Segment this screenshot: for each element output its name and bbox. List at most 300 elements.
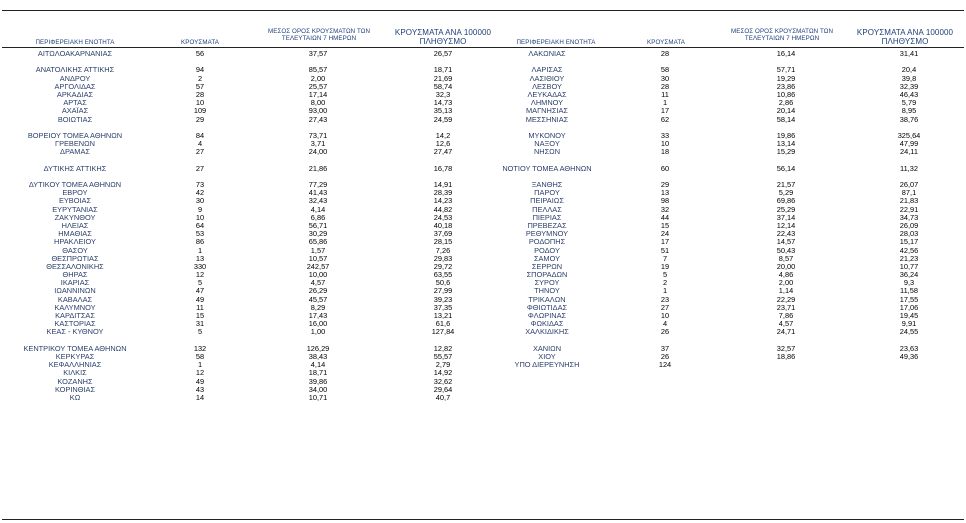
cases-cell: 10 — [660, 139, 670, 149]
region-cell: ΦΩΚΙΔΑΣ — [530, 319, 564, 329]
region-cell: ΝΟΤΙΟΥ ΤΟΜΕΑ ΑΘΗΝΩΝ — [502, 163, 592, 173]
per-100k-cell: 12,6 — [435, 139, 451, 149]
cases-cell: 13 — [195, 253, 205, 263]
avg-7day-cell: 2,86 — [778, 98, 794, 108]
avg-7day-cell: 10,71 — [308, 392, 328, 402]
per-100k-cell: 127,84 — [431, 327, 455, 337]
per-100k-cell: 61,6 — [435, 319, 451, 329]
per-100k-cell: 34,73 — [899, 212, 919, 222]
per-100k-cell: 26,07 — [899, 180, 919, 189]
region-cell: ΒΟΙΩΤΙΑΣ — [57, 114, 93, 124]
per-100k-cell: 32,62 — [433, 376, 453, 386]
region-cell: ΣΑΜΟΥ — [533, 253, 561, 263]
table-row — [482, 165, 964, 173]
cases-cell: 30 — [660, 73, 670, 83]
header-avg-left-line1: ΜΕΣΟΣ ΟΡΟΣ ΚΡΟΥΣΜΑΤΩΝ ΤΩΝ — [267, 28, 371, 35]
region-cell: ΡΟΔΟΥ — [534, 245, 560, 255]
region-cell: ΜΥΚΟΝΟΥ — [528, 130, 566, 140]
cases-cell: 60 — [660, 163, 670, 173]
avg-7day-cell: 19,29 — [776, 73, 796, 83]
avg-7day-cell: 1,57 — [310, 245, 326, 255]
region-cell: ΑΡΓΟΛΙΔΑΣ — [54, 81, 96, 91]
avg-7day-cell: 37,57 — [308, 49, 328, 58]
region-cell: ΘΕΣΣΑΛΟΝΙΚΗΣ — [46, 261, 104, 271]
cases-cell: 42 — [195, 188, 205, 198]
cases-cell: 17 — [660, 237, 670, 247]
table-row — [482, 328, 964, 336]
avg-7day-cell: 37,14 — [776, 212, 796, 222]
avg-7day-cell: 2,00 — [310, 73, 326, 83]
cases-cell: 124 — [658, 360, 672, 370]
avg-7day-cell: 32,57 — [776, 343, 796, 353]
per-100k-cell: 40,18 — [433, 220, 453, 230]
per-100k-cell: 24,59 — [433, 114, 453, 124]
per-100k-cell: 9,91 — [901, 319, 917, 329]
region-cell: ΠΕΙΡΑΙΩΣ — [530, 196, 564, 206]
cases-cell: 24 — [660, 229, 670, 239]
cases-cell: 49 — [195, 376, 205, 386]
avg-7day-cell: 18,71 — [308, 368, 328, 378]
avg-7day-cell: 14,57 — [776, 237, 796, 247]
per-100k-cell: 14,73 — [433, 98, 453, 108]
cases-cell: 1 — [197, 245, 203, 255]
cases-cell: 28 — [660, 49, 670, 58]
region-cell: ΚΟΡΙΝΘΙΑΣ — [54, 384, 96, 394]
per-100k-cell: 21,83 — [899, 196, 919, 206]
region-cell: ΚΕΦΑΛΛΗΝΙΑΣ — [48, 360, 102, 370]
per-100k-cell: 2,79 — [435, 360, 451, 370]
cases-cell: 132 — [193, 343, 207, 353]
per-100k-cell: 13,21 — [433, 311, 453, 320]
region-cell: ΜΑΓΝΗΣΙΑΣ — [526, 106, 568, 116]
avg-7day-cell: 24,71 — [776, 327, 796, 337]
avg-7day-cell: 4,86 — [778, 270, 794, 280]
avg-7day-cell: 23,71 — [776, 302, 796, 312]
per-100k-cell: 40,7 — [435, 392, 451, 402]
region-cell: ΚΑΒΑΛΑΣ — [57, 294, 93, 304]
cases-cell: 33 — [660, 130, 670, 140]
cases-cell: 47 — [195, 286, 205, 296]
avg-7day-cell: 22,43 — [776, 229, 796, 239]
avg-7day-cell: 7,86 — [778, 311, 794, 320]
avg-7day-cell: 2,00 — [778, 278, 794, 288]
region-cell: ΡΟΔΟΠΗΣ — [528, 237, 566, 247]
cases-cell: 27 — [195, 163, 205, 173]
cases-cell: 30 — [195, 196, 205, 206]
cases-cell: 15 — [660, 220, 670, 230]
avg-7day-cell: 3,71 — [310, 139, 326, 149]
per-100k-cell: 24,11 — [900, 147, 918, 157]
per-100k-cell: 325,64 — [897, 130, 921, 140]
table-row — [482, 148, 964, 156]
per-100k-cell: 29,64 — [433, 384, 453, 394]
header-per100k-left-line1: ΚΡΟΥΣΜΑΤΑ ΑΝΑ 100000 — [394, 28, 492, 37]
per-100k-cell: 24,55 — [899, 327, 919, 337]
cases-cell: 84 — [195, 130, 205, 140]
cases-cell: 10 — [195, 212, 205, 222]
cases-cell: 94 — [195, 65, 205, 75]
cases-cell: 5 — [197, 278, 203, 288]
region-cell: ΧΙΟΥ — [538, 351, 556, 361]
table-row — [482, 50, 964, 58]
region-cell: ΣΠΟΡΑΔΩΝ — [526, 270, 568, 280]
cases-cell: 330 — [193, 261, 207, 271]
region-cell: ΝΑΞΟΥ — [534, 139, 560, 149]
avg-7day-cell: 39,86 — [308, 376, 328, 386]
region-cell: ΠΙΕΡΙΑΣ — [532, 212, 562, 222]
avg-7day-cell: 242,57 — [306, 261, 330, 271]
region-cell: ΙΩΑΝΝΙΝΩΝ — [54, 286, 96, 296]
header-region-left: ΠΕΡΙΦΕΡΕΙΑΚΗ ΕΝΟΤΗΤΑ — [35, 39, 115, 46]
per-100k-cell: 31,41 — [899, 49, 919, 58]
cases-cell: 86 — [195, 237, 205, 247]
region-cell: ΑΧΑΪΑΣ — [61, 106, 89, 116]
cases-cell: 37 — [660, 343, 670, 353]
cases-cell: 10 — [660, 311, 670, 320]
table-row — [2, 165, 502, 173]
avg-7day-cell: 34,00 — [308, 384, 328, 394]
avg-7day-cell: 8,29 — [310, 302, 326, 312]
cases-cell: 32 — [660, 204, 670, 214]
table-row — [482, 116, 964, 124]
region-cell: ΚΕΑΣ - ΚΥΘΝΟΥ — [46, 327, 104, 337]
per-100k-cell: 19,45 — [899, 311, 919, 320]
header-rule — [2, 47, 964, 48]
per-100k-cell: 11,32 — [900, 163, 918, 173]
avg-7day-cell: 10,00 — [308, 270, 328, 280]
cases-cell: 44 — [660, 212, 670, 222]
header-avg-right-line2: ΤΕΛΕΥΤΑΙΩΝ 7 ΗΜΕΡΩΝ — [744, 35, 820, 42]
avg-7day-cell: 24,00 — [308, 147, 328, 157]
region-cell: ΙΚΑΡΙΑΣ — [60, 278, 90, 288]
avg-7day-cell: 50,43 — [776, 245, 796, 255]
region-cell: ΚΑΡΔΙΤΣΑΣ — [55, 311, 95, 320]
per-100k-cell: 37,69 — [433, 229, 453, 239]
cases-cell: 73 — [195, 180, 205, 189]
cases-cell: 56 — [195, 49, 205, 58]
cases-cell: 64 — [195, 220, 205, 230]
per-100k-cell: 28,15 — [433, 237, 453, 247]
per-100k-cell: 26,57 — [433, 49, 453, 58]
per-100k-cell: 17,06 — [899, 302, 919, 312]
header-per100k-left-line2: ΠΛΗΘΥΣΜΟ — [419, 37, 467, 46]
cases-cell: 12 — [195, 368, 205, 378]
cases-cell: 1 — [197, 360, 203, 370]
region-cell: ΗΛΕΙΑΣ — [61, 220, 89, 230]
cases-cell: 98 — [660, 196, 670, 206]
table-row — [482, 361, 964, 369]
region-cell: ΕΥΡΥΤΑΝΙΑΣ — [52, 204, 98, 214]
region-cell: ΠΑΡΟΥ — [534, 188, 560, 198]
cases-cell: 15 — [195, 311, 205, 320]
cases-cell: 10 — [195, 98, 205, 108]
region-cell: ΣΥΡΟΥ — [534, 278, 560, 288]
region-cell: ΘΗΡΑΣ — [62, 270, 88, 280]
avg-7day-cell: 8,00 — [310, 98, 326, 108]
table-row — [2, 116, 502, 124]
avg-7day-cell: 23,86 — [776, 81, 796, 91]
cases-cell: 58 — [660, 65, 670, 75]
header-per100k-right-line1: ΚΡΟΥΣΜΑΤΑ ΑΝΑ 100000 — [856, 28, 954, 37]
per-100k-cell: 26,09 — [899, 220, 919, 230]
header-per100k-right — [846, 28, 964, 46]
region-cell: ΞΑΝΘΗΣ — [531, 180, 563, 189]
per-100k-cell: 28,39 — [433, 188, 453, 198]
header-cases-left: ΚΡΟΥΣΜΑΤΑ — [181, 39, 219, 46]
avg-7day-cell: 126,29 — [306, 343, 330, 353]
avg-7day-cell: 16,00 — [308, 319, 328, 329]
per-100k-cell: 18,71 — [433, 65, 453, 75]
avg-7day-cell: 27,43 — [308, 114, 328, 124]
avg-7day-cell: 15,29 — [776, 147, 796, 157]
per-100k-cell: 17,55 — [899, 294, 919, 304]
avg-7day-cell: 21,86 — [308, 163, 328, 173]
avg-7day-cell: 93,00 — [308, 106, 328, 116]
region-cell: ΕΥΒΟΙΑΣ — [58, 196, 92, 206]
cases-cell: 26 — [660, 327, 670, 337]
cases-cell: 109 — [193, 106, 207, 116]
region-cell: ΥΠΟ ΔΙΕΡΕΥΝΗΣΗ — [514, 360, 580, 370]
region-cell: ΧΑΝΙΩΝ — [532, 343, 562, 353]
cases-cell: 4 — [197, 139, 203, 149]
per-100k-cell: 14,91 — [433, 180, 453, 189]
per-100k-cell: 50,6 — [435, 278, 451, 288]
region-cell: ΚΕΡΚΥΡΑΣ — [55, 351, 95, 361]
region-cell: ΦΘΙΩΤΙΔΑΣ — [526, 302, 568, 312]
region-cell: ΗΜΑΘΙΑΣ — [58, 229, 92, 239]
cases-cell: 12 — [195, 270, 205, 280]
avg-7day-cell: 32,43 — [308, 196, 328, 206]
header-avg-right — [715, 28, 849, 42]
per-100k-cell: 16,78 — [433, 163, 453, 173]
per-100k-cell: 11,58 — [900, 286, 918, 296]
per-100k-cell: 14,23 — [433, 196, 453, 206]
cases-cell: 2 — [662, 278, 668, 288]
cases-cell: 29 — [195, 114, 205, 124]
cases-cell: 11 — [196, 302, 204, 312]
cases-cell: 2 — [197, 73, 203, 83]
avg-7day-cell: 13,14 — [776, 139, 796, 149]
avg-7day-cell: 26,29 — [308, 286, 328, 296]
per-100k-cell: 42,56 — [899, 245, 919, 255]
per-100k-cell: 32,3 — [435, 89, 451, 99]
region-cell: ΑΡΤΑΣ — [63, 98, 87, 108]
right-table-body — [482, 50, 964, 369]
region-cell: ΛΗΜΝΟΥ — [530, 98, 564, 108]
avg-7day-cell: 6,86 — [310, 212, 326, 222]
table-bottom-rule — [2, 519, 964, 520]
per-100k-cell: 5,79 — [901, 98, 917, 108]
avg-7day-cell: 85,57 — [308, 65, 328, 75]
table-row — [2, 394, 502, 402]
cases-cell: 53 — [195, 229, 205, 239]
cases-cell: 9 — [197, 204, 203, 214]
per-100k-cell: 63,55 — [433, 270, 453, 280]
per-100k-cell: 28,03 — [899, 229, 919, 239]
avg-7day-cell: 19,86 — [776, 130, 796, 140]
avg-7day-cell: 20,00 — [776, 261, 796, 271]
per-100k-cell: 23,63 — [899, 343, 919, 353]
region-cell: ΘΑΣΟΥ — [62, 245, 88, 255]
avg-7day-cell: 8,57 — [778, 253, 794, 263]
cases-cell: 57 — [195, 81, 205, 91]
per-100k-cell: 9,3 — [903, 278, 915, 288]
region-cell: ΠΡΕΒΕΖΑΣ — [527, 220, 567, 230]
cases-cell: 14 — [195, 392, 205, 402]
avg-7day-cell: 25,57 — [308, 81, 328, 91]
header-avg-left-line2: ΤΕΛΕΥΤΑΙΩΝ 7 ΗΜΕΡΩΝ — [281, 35, 357, 42]
region-cell: ΓΡΕΒΕΝΩΝ — [55, 139, 95, 149]
region-cell: ΔΥΤΙΚΗΣ ΑΤΤΙΚΗΣ — [43, 163, 107, 173]
avg-7day-cell: 56,71 — [308, 220, 328, 230]
header-avg-left — [252, 28, 386, 42]
cases-cell: 62 — [660, 114, 670, 124]
avg-7day-cell: 4,57 — [310, 278, 326, 288]
cases-cell: 17 — [660, 106, 670, 116]
cases-cell: 18 — [660, 147, 670, 157]
per-100k-cell: 37,35 — [433, 302, 453, 312]
avg-7day-cell: 41,43 — [308, 188, 328, 198]
per-100k-cell: 8,95 — [901, 106, 917, 116]
table-row — [2, 328, 502, 336]
region-cell: ΘΕΣΠΡΩΤΙΑΣ — [51, 253, 99, 263]
avg-7day-cell: 5,29 — [778, 188, 794, 198]
avg-7day-cell: 65,86 — [308, 237, 328, 247]
per-100k-cell: 7,26 — [435, 245, 451, 255]
per-100k-cell: 29,72 — [433, 261, 453, 271]
region-cell: ΚΕΝΤΡΙΚΟΥ ΤΟΜΕΑ ΑΘΗΝΩΝ — [23, 343, 127, 353]
header-avg-right-line1: ΜΕΣΟΣ ΟΡΟΣ ΚΡΟΥΣΜΑΤΩΝ ΤΩΝ — [730, 28, 834, 35]
cases-cell: 49 — [195, 294, 205, 304]
table-row — [2, 50, 502, 58]
avg-7day-cell: 45,57 — [308, 294, 328, 304]
per-100k-cell: 39,8 — [901, 73, 917, 83]
table-row — [2, 148, 502, 156]
per-100k-cell: 14,2 — [435, 130, 451, 140]
cases-cell: 28 — [195, 89, 205, 99]
cases-cell: 58 — [195, 351, 205, 361]
region-cell: ΡΕΘΥΜΝΟΥ — [525, 229, 569, 239]
cases-cell: 23 — [660, 294, 670, 304]
per-100k-cell: 36,24 — [899, 270, 919, 280]
avg-7day-cell: 17,14 — [308, 89, 328, 99]
cases-cell: 1 — [662, 98, 668, 108]
region-cell: ΗΡΑΚΛΕΙΟΥ — [54, 237, 96, 247]
cases-cell: 51 — [660, 245, 670, 255]
cases-cell: 11 — [661, 89, 669, 99]
header-cases-right: ΚΡΟΥΣΜΑΤΑ — [647, 39, 685, 46]
avg-7day-cell: 4,14 — [310, 204, 326, 214]
region-cell: ΜΕΣΣΗΝΙΑΣ — [525, 114, 569, 124]
cases-cell: 27 — [195, 147, 205, 157]
region-cell: ΛΕΣΒΟΥ — [532, 81, 562, 91]
avg-7day-cell: 30,29 — [308, 229, 328, 239]
header-per100k-right-line2: ΠΛΗΘΥΣΜΟ — [881, 37, 929, 46]
cases-cell: 28 — [660, 81, 670, 91]
per-100k-cell: 44,82 — [433, 204, 453, 214]
avg-7day-cell: 56,14 — [776, 163, 796, 173]
avg-7day-cell: 21,57 — [776, 180, 796, 189]
region-cell: ΣΕΡΡΩΝ — [531, 261, 563, 271]
per-100k-cell: 39,23 — [433, 294, 453, 304]
avg-7day-cell: 16,14 — [776, 49, 796, 58]
per-100k-cell: 10,77 — [899, 261, 919, 271]
cases-cell: 19 — [660, 261, 670, 271]
region-cell: ΚΑΛΥΜΝΟΥ — [54, 302, 96, 312]
avg-7day-cell: 57,71 — [776, 65, 796, 75]
avg-7day-cell: 38,43 — [308, 351, 328, 361]
per-100k-cell: 22,91 — [899, 204, 919, 214]
per-100k-cell: 47,99 — [899, 139, 919, 149]
cases-cell: 5 — [197, 327, 203, 337]
per-100k-cell: 27,47 — [433, 147, 453, 157]
per-100k-cell: 21,69 — [433, 73, 453, 83]
per-100k-cell: 14,92 — [433, 368, 453, 378]
avg-7day-cell: 1,14 — [778, 286, 794, 296]
region-cell: ΑΙΤΩΛΟΑΚΑΡΝΑΝΙΑΣ — [37, 49, 113, 58]
avg-7day-cell: 12,14 — [776, 220, 796, 230]
region-cell: ΑΝΔΡΟΥ — [59, 73, 91, 83]
region-cell: ΛΑΡΙΣΑΣ — [531, 65, 563, 75]
region-cell: ΔΥΤΙΚΟΥ ΤΟΜΕΑ ΑΘΗΝΩΝ — [28, 180, 122, 189]
cases-cell: 29 — [660, 180, 670, 189]
avg-7day-cell: 69,86 — [776, 196, 796, 206]
avg-7day-cell: 1,00 — [310, 327, 326, 337]
per-100k-cell: 12,82 — [433, 343, 453, 353]
table-top-rule — [2, 10, 964, 11]
cases-cell: 1 — [662, 286, 668, 296]
cases-cell: 26 — [660, 351, 670, 361]
avg-7day-cell: 73,71 — [308, 130, 328, 140]
region-cell: ΔΡΑΜΑΣ — [60, 147, 90, 157]
region-cell: ΚΑΣΤΟΡΙΑΣ — [54, 319, 96, 329]
cases-cell: 27 — [660, 302, 670, 312]
avg-7day-cell: 17,43 — [308, 311, 328, 320]
cases-cell: 43 — [195, 384, 205, 394]
per-100k-cell: 15,17 — [899, 237, 919, 247]
per-100k-cell: 24,53 — [433, 212, 453, 222]
per-100k-cell: 29,83 — [433, 253, 453, 263]
region-cell: ΚΟΖΑΝΗΣ — [57, 376, 93, 386]
header-region-right: ΠΕΡΙΦΕΡΕΙΑΚΗ ΕΝΟΤΗΤΑ — [516, 39, 596, 46]
region-cell: ΛΕΥΚΑΔΑΣ — [527, 89, 567, 99]
region-cell: ΛΑΚΩΝΙΑΣ — [528, 49, 566, 58]
avg-7day-cell: 58,14 — [776, 114, 796, 124]
region-cell: ΕΒΡΟΥ — [62, 188, 88, 198]
per-100k-cell: 46,43 — [899, 89, 919, 99]
per-100k-cell: 21,23 — [899, 253, 919, 263]
avg-7day-cell: 77,29 — [308, 180, 328, 189]
region-cell: ΠΕΛΛΑΣ — [532, 204, 562, 214]
per-100k-cell: 32,39 — [899, 81, 919, 91]
per-100k-cell: 35,13 — [433, 106, 453, 116]
avg-7day-cell: 10,57 — [308, 253, 328, 263]
region-cell: ΚΙΛΚΙΣ — [63, 368, 87, 378]
per-100k-cell: 20,4 — [901, 65, 917, 75]
avg-7day-cell: 20,14 — [776, 106, 796, 116]
cases-cell: 7 — [662, 253, 668, 263]
avg-7day-cell: 4,57 — [778, 319, 794, 329]
per-100k-cell: 55,57 — [433, 351, 453, 361]
avg-7day-cell: 4,14 — [310, 360, 326, 370]
cases-cell: 5 — [662, 270, 668, 280]
per-100k-cell: 49,36 — [899, 351, 919, 361]
per-100k-cell: 87,1 — [901, 188, 917, 198]
avg-7day-cell: 18,86 — [776, 351, 796, 361]
region-cell: ΦΛΩΡΙΝΑΣ — [527, 311, 567, 320]
avg-7day-cell: 25,29 — [776, 204, 796, 214]
region-cell: ΚΩ — [69, 392, 81, 402]
